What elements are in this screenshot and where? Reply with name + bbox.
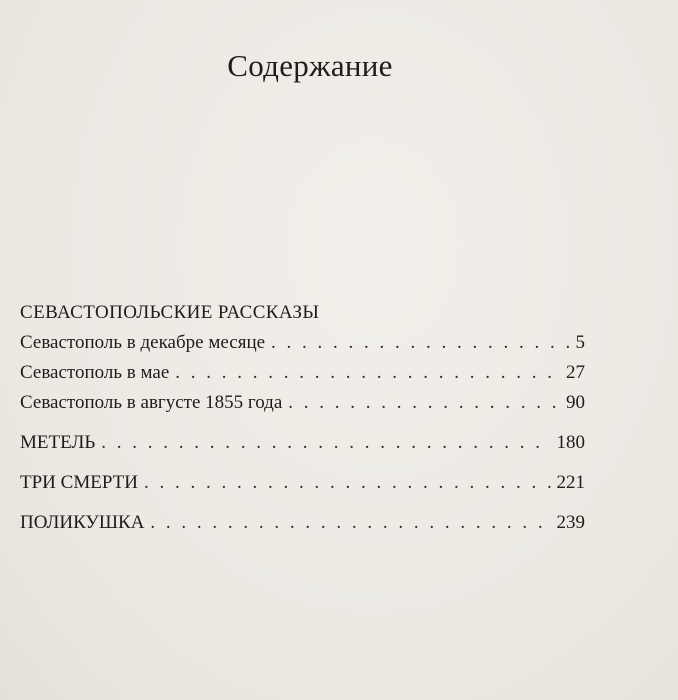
dot-leader <box>150 508 550 538</box>
toc-entry-page: 180 <box>556 432 585 453</box>
toc-entry-page: 27 <box>566 362 585 383</box>
toc-entry-title: Севастополь в мае <box>20 362 170 383</box>
section-heading: СЕВАСТОПОЛЬСКИЕ РАССКАЗЫ <box>20 302 320 323</box>
toc-entry <box>20 468 585 498</box>
dot-leader <box>144 468 551 498</box>
toc-entry-title: Севастополь в августе 1855 года <box>20 392 283 413</box>
table-of-contents <box>20 298 585 538</box>
toc-entry <box>20 428 585 458</box>
page-title: Содержание <box>227 48 393 83</box>
toc-entry <box>20 328 585 358</box>
dot-leader <box>101 428 550 458</box>
toc-entry-page: 90 <box>566 392 585 413</box>
toc-entry-page: 239 <box>556 512 585 533</box>
dot-leader <box>175 358 560 388</box>
toc-entry <box>20 358 585 388</box>
dot-leader <box>271 328 569 358</box>
toc-entry-title: ТРИ СМЕРТИ <box>20 472 138 493</box>
toc-entry-title: Севастополь в декабре месяце <box>20 332 266 353</box>
dot-leader <box>288 388 560 418</box>
toc-entry <box>20 508 585 538</box>
toc-entry-title: ПОЛИКУШКА <box>20 512 145 533</box>
toc-entry-title: МЕТЕЛЬ <box>20 432 96 453</box>
toc-entry-page: 221 <box>556 472 585 493</box>
toc-entry <box>20 388 585 418</box>
toc-entry-page: 5 <box>575 332 585 353</box>
